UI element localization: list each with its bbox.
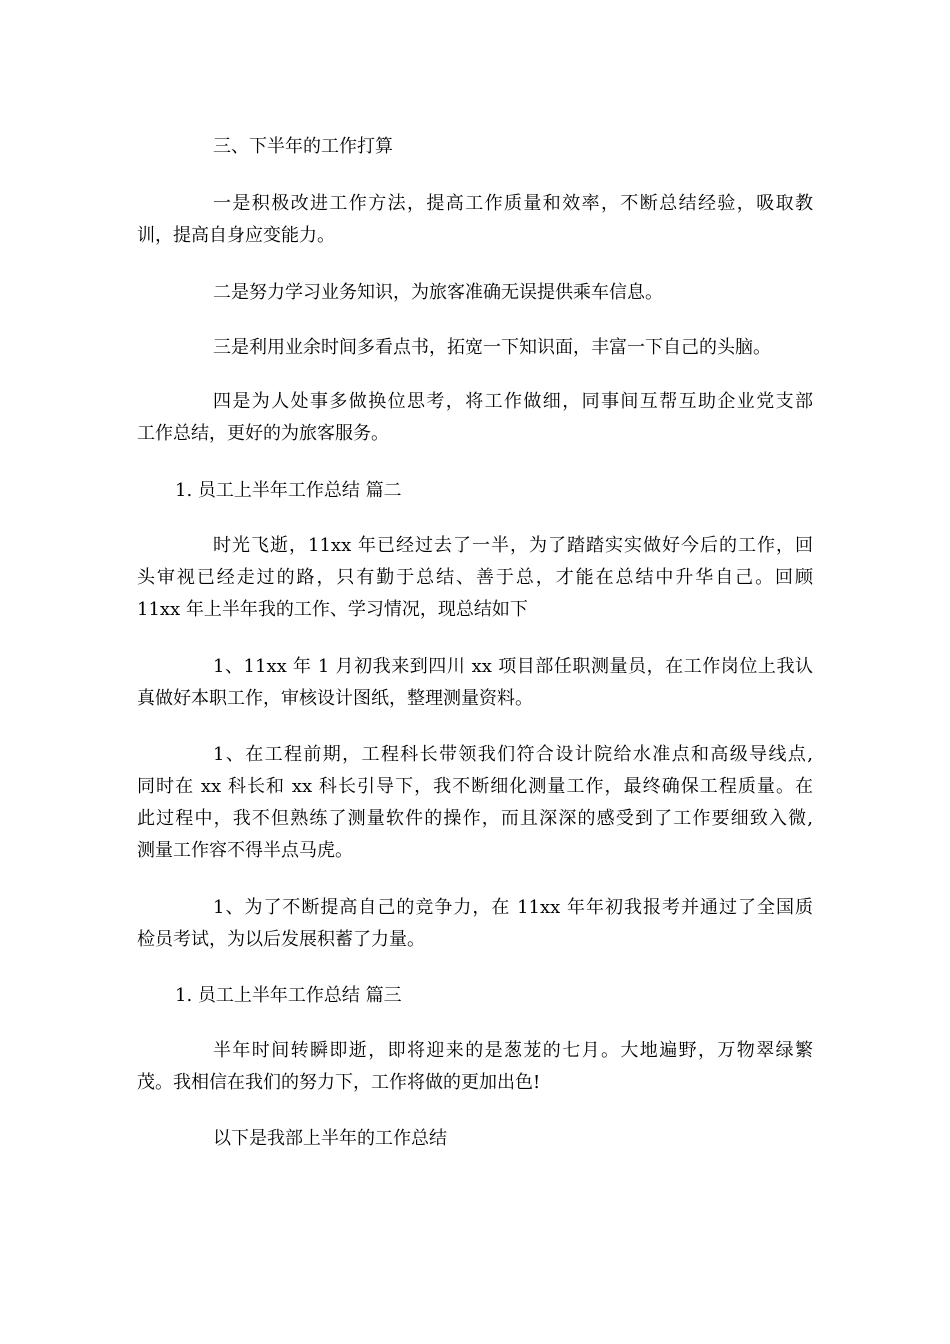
paragraph-line: 工作总结，更好的为旅客服务。 bbox=[137, 423, 389, 444]
paragraph-line: 以下是我部上半年的工作总结 bbox=[213, 1128, 447, 1149]
paragraph-line: 1、在工程前期，工程科长带领我们符合设计院给水准点和高级导线点, bbox=[213, 744, 813, 765]
paragraph-line: 茂。我相信在我们的努力下，工作将做的更加出色! bbox=[137, 1072, 541, 1093]
article-heading: 1. 员工上半年工作总结 篇二 bbox=[175, 480, 402, 501]
paragraph-line: 时光飞逝，11xx 年已经过去了一半，为了踏踏实实做好今后的工作，回 bbox=[213, 535, 813, 556]
paragraph-line: 同时在 xx 科长和 xx 科长引导下，我不断细化测量工作，最终确保工程质量。在 bbox=[137, 776, 813, 797]
paragraph-line: 测量工作容不得半点马虎。 bbox=[137, 840, 353, 861]
paragraph-line: 头审视已经走过的路，只有勤于总结、善于总，才能在总结中升华自己。回顾 bbox=[137, 567, 813, 588]
section-heading: 三、下半年的工作打算 bbox=[213, 136, 393, 157]
paragraph-line: 此过程中，我不但熟练了测量软件的操作，而且深深的感受到了工作要细致入微, bbox=[137, 808, 813, 829]
article-heading: 1. 员工上半年工作总结 篇三 bbox=[175, 985, 402, 1006]
paragraph-line: 1、11xx 年 1 月初我来到四川 xx 项目部任职测量员，在工作岗位上我认 bbox=[213, 656, 813, 677]
paragraph-line: 1、为了不断提高自己的竞争力，在 11xx 年年初我报考并通过了全国质 bbox=[213, 897, 813, 918]
paragraph-line: 二是努力学习业务知识，为旅客准确无误提供乘车信息。 bbox=[213, 282, 663, 303]
paragraph-line: 三是利用业余时间多看点书，拓宽一下知识面，丰富一下自己的头脑。 bbox=[213, 337, 771, 358]
paragraph-line: 训，提高自身应变能力。 bbox=[137, 225, 335, 246]
paragraph-line: 检员考试，为以后发展积蓄了力量。 bbox=[137, 929, 425, 950]
paragraph-line: 半年时间转瞬即逝，即将迎来的是葱茏的七月。大地遍野，万物翠绿繁 bbox=[213, 1040, 813, 1061]
paragraph-line: 一是积极改进工作方法，提高工作质量和效率，不断总结经验，吸取教 bbox=[213, 193, 813, 214]
paragraph-line: 四是为人处事多做换位思考，将工作做细，同事间互帮互助企业党支部 bbox=[213, 391, 813, 412]
paragraph-line: 11xx 年上半年我的工作、学习情况，现总结如下 bbox=[137, 599, 528, 620]
paragraph-line: 真做好本职工作，审核设计图纸，整理测量资料。 bbox=[137, 688, 533, 709]
